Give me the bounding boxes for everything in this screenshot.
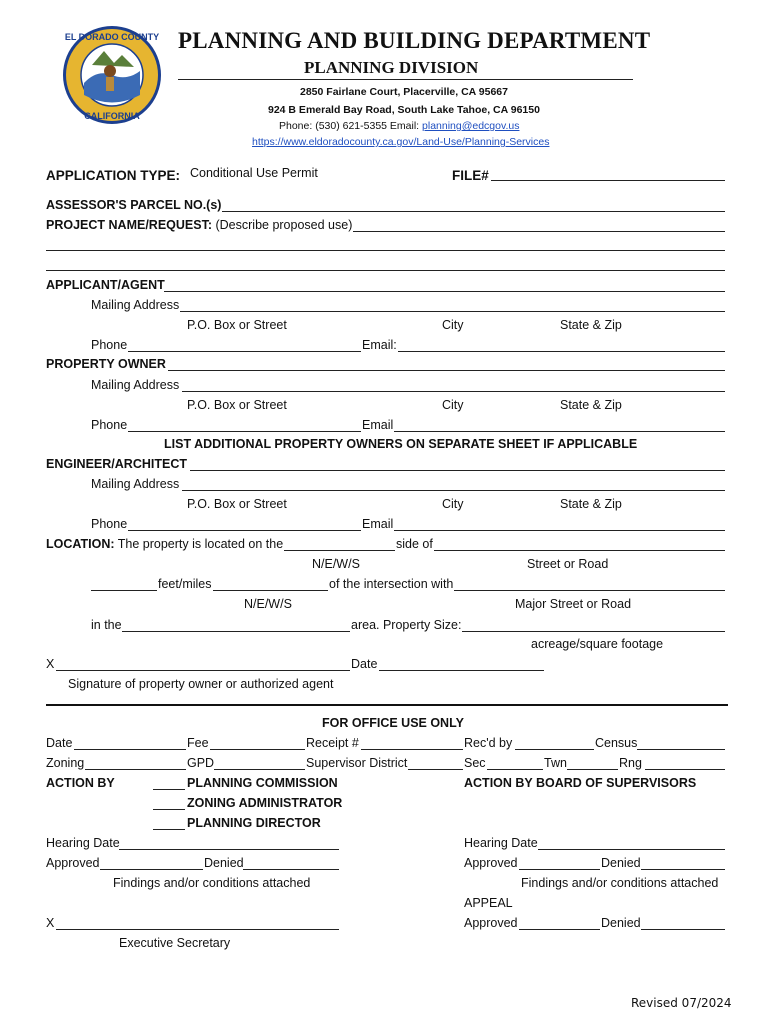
appeal-label: APPEAL [464,896,513,910]
office-rng-label: Rng [619,756,642,770]
application-type-label: APPLICATION TYPE: [46,168,181,183]
planning-director-check-field[interactable] [153,829,185,830]
office-fee-label: Fee [187,736,209,750]
office-census-field[interactable] [637,749,725,750]
office-gpd-label: GPD [187,756,215,770]
engineer-city-caption: City [442,497,464,511]
secretary-signature-field[interactable] [56,929,339,930]
left-hearing-date-label: Hearing Date [46,836,120,850]
office-date-field[interactable] [74,749,186,750]
applicant-email-field[interactable] [398,351,725,352]
owner-phone-field[interactable] [128,431,361,432]
division-title: PLANNING DIVISION [304,58,479,77]
project-name-line [46,218,352,232]
header-rule [178,79,633,80]
appeal-denied-label: Denied [601,916,641,930]
major-street-caption: Major Street or Road [515,597,632,611]
street-road-caption: Street or Road [527,557,609,571]
office-twn-field[interactable] [567,769,618,770]
applicant-mailing-field[interactable] [180,311,725,312]
location-line [46,537,283,551]
applicant-name-field[interactable] [164,291,725,292]
secretary-x-mark: X [46,916,55,930]
location-street-field[interactable] [434,550,725,551]
additional-owners-notice: LIST ADDITIONAL PROPERTY OWNERS ON SEPARATE SHEET IF APPLICABLE [164,437,638,451]
county-seal-logo [62,25,162,125]
parcel-number-field[interactable] [222,211,725,212]
appeal-approved-label: Approved [464,916,518,930]
application-type-value[interactable]: Conditional Use Permit [190,166,318,180]
engineer-mailing-field[interactable] [182,490,725,491]
owner-po-box-caption: P.O. Box or Street [187,398,287,412]
office-receipt-label: Receipt # [306,736,359,750]
office-supervisor-district-field[interactable] [408,769,463,770]
executive-secretary-caption: Executive Secretary [119,936,231,950]
planning-commission-check-field[interactable] [153,789,185,790]
owner-signature-field[interactable] [56,670,350,671]
right-hearing-date-label: Hearing Date [464,836,538,850]
engineer-label: ENGINEER/ARCHITECT [46,457,187,471]
left-hearing-date-field[interactable] [119,849,339,850]
signature-date-label: Date [351,657,378,671]
office-date-label: Date [46,736,73,750]
acreage-caption: acreage/square footage [531,637,664,651]
zoning-admin-label: ZONING ADMINISTRATOR [187,796,343,810]
website-link[interactable]: https://www.eldoradocounty.ca.gov/Land-Use/Planning-Services [252,136,550,148]
department-title: PLANNING AND BUILDING DEPARTMENT [178,28,651,53]
intersection-direction-field[interactable] [213,590,328,591]
office-recd-by-field[interactable] [515,749,594,750]
office-recd-by-label: Rec'd by [464,736,513,750]
applicant-label: APPLICANT/AGENT [46,278,165,292]
location-direction-field[interactable] [284,550,395,551]
action-by-label: ACTION BY [46,776,115,790]
project-name-label: PROJECT NAME/REQUEST: [46,218,212,232]
office-zoning-field[interactable] [85,769,186,770]
feet-miles-label: feet/miles [158,577,212,591]
right-approved-field[interactable] [519,869,600,870]
owner-phone-label: Phone [91,418,128,432]
property-size-field[interactable] [462,631,725,632]
right-denied-label: Denied [601,856,641,870]
office-zoning-label: Zoning [46,756,85,770]
email-link[interactable]: planning@edcgov.us [422,120,520,132]
left-findings-caption: Findings and/or conditions attached [113,876,311,890]
location-text: The property is located on the [117,537,284,551]
engineer-name-field[interactable] [190,470,725,471]
right-hearing-date-field[interactable] [538,849,725,850]
in-the-label: in the [91,618,122,632]
applicant-phone-label: Phone [91,338,128,352]
office-sec-label: Sec [464,756,486,770]
file-number-field[interactable] [491,180,725,181]
office-use-divider [46,704,728,706]
nesw-caption-2: N/E/W/S [244,597,292,611]
distance-field[interactable] [91,590,157,591]
owner-label: PROPERTY OWNER [46,357,166,371]
owner-city-caption: City [442,398,464,412]
right-findings-caption: Findings and/or conditions attached [521,876,719,890]
project-description-field-1[interactable] [353,231,725,232]
office-census-label: Census [595,736,638,750]
office-use-title: FOR OFFICE USE ONLY [322,716,464,730]
engineer-email-field[interactable] [394,530,725,531]
left-approved-field[interactable] [100,869,203,870]
website-line [252,136,549,148]
engineer-email-label: Email [362,517,394,531]
appeal-approved-field[interactable] [519,929,600,930]
revision-date: Revised 07/2024 [631,996,732,1010]
address-placerville: 2850 Fairlane Court, Placerville, CA 95667 [300,86,508,98]
address-south-lake-tahoe: 924 B Emerald Bay Road, South Lake Tahoe, CA 96150 [268,104,540,116]
office-fee-field[interactable] [210,749,305,750]
office-twn-label: Twn [544,756,567,770]
owner-name-field[interactable] [168,370,725,371]
action-board-label: ACTION BY BOARD OF SUPERVISORS [464,776,697,790]
svg-text:EL DORADO COUNTY: EL DORADO COUNTY [64,32,160,42]
left-denied-field[interactable] [243,869,339,870]
signature-caption: Signature of property owner or authorized agent [68,677,334,691]
planning-commission-label: PLANNING COMMISSION [187,776,338,790]
applicant-phone-field[interactable] [128,351,361,352]
applicant-state-zip-caption: State & Zip [560,318,622,332]
phone-text: Phone: (530) 621-5355 Email: [279,120,420,132]
engineer-po-box-caption: P.O. Box or Street [187,497,287,511]
contact-line [279,120,519,132]
office-receipt-field[interactable] [361,749,463,750]
owner-email-label: Email [362,418,394,432]
project-name-hint: (Describe proposed use) [215,218,353,232]
signature-date-field[interactable] [379,670,544,671]
property-size-label: area. Property Size: [351,618,462,632]
planning-director-label: PLANNING DIRECTOR [187,816,321,830]
left-approved-label: Approved [46,856,100,870]
side-of-label: side of [396,537,433,551]
appeal-denied-field[interactable] [641,929,725,930]
engineer-phone-field[interactable] [128,530,361,531]
office-supervisor-district-label: Supervisor District [306,756,408,770]
svg-text:CALIFORNIA: CALIFORNIA [84,111,140,121]
intersection-label: of the intersection with [329,577,454,591]
intersection-street-field[interactable] [454,590,725,591]
owner-email-field[interactable] [394,431,725,432]
signature-x-mark: X [46,657,55,671]
parcel-number-label: ASSESSOR'S PARCEL NO.(s) [46,198,222,212]
right-denied-field[interactable] [641,869,725,870]
project-description-field-3[interactable] [46,270,725,271]
owner-state-zip-caption: State & Zip [560,398,622,412]
office-gpd-field[interactable] [214,769,305,770]
applicant-email-label: Email: [362,338,397,352]
office-rng-field[interactable] [645,769,725,770]
owner-mailing-label: Mailing Address [91,378,180,392]
file-number-label: FILE# [452,168,489,183]
engineer-mailing-label: Mailing Address [91,477,180,491]
owner-mailing-field[interactable] [182,391,725,392]
office-sec-field[interactable] [487,769,543,770]
applicant-mailing-label: Mailing Address [91,298,180,312]
engineer-phone-label: Phone [91,517,128,531]
location-label: LOCATION: [46,537,115,551]
area-name-field[interactable] [122,631,350,632]
nesw-caption-1: N/E/W/S [312,557,360,571]
engineer-state-zip-caption: State & Zip [560,497,622,511]
zoning-admin-check-field[interactable] [153,809,185,810]
applicant-city-caption: City [442,318,464,332]
applicant-po-box-caption: P.O. Box or Street [187,318,287,332]
left-denied-label: Denied [204,856,244,870]
right-approved-label: Approved [464,856,518,870]
project-description-field-2[interactable] [46,250,725,251]
